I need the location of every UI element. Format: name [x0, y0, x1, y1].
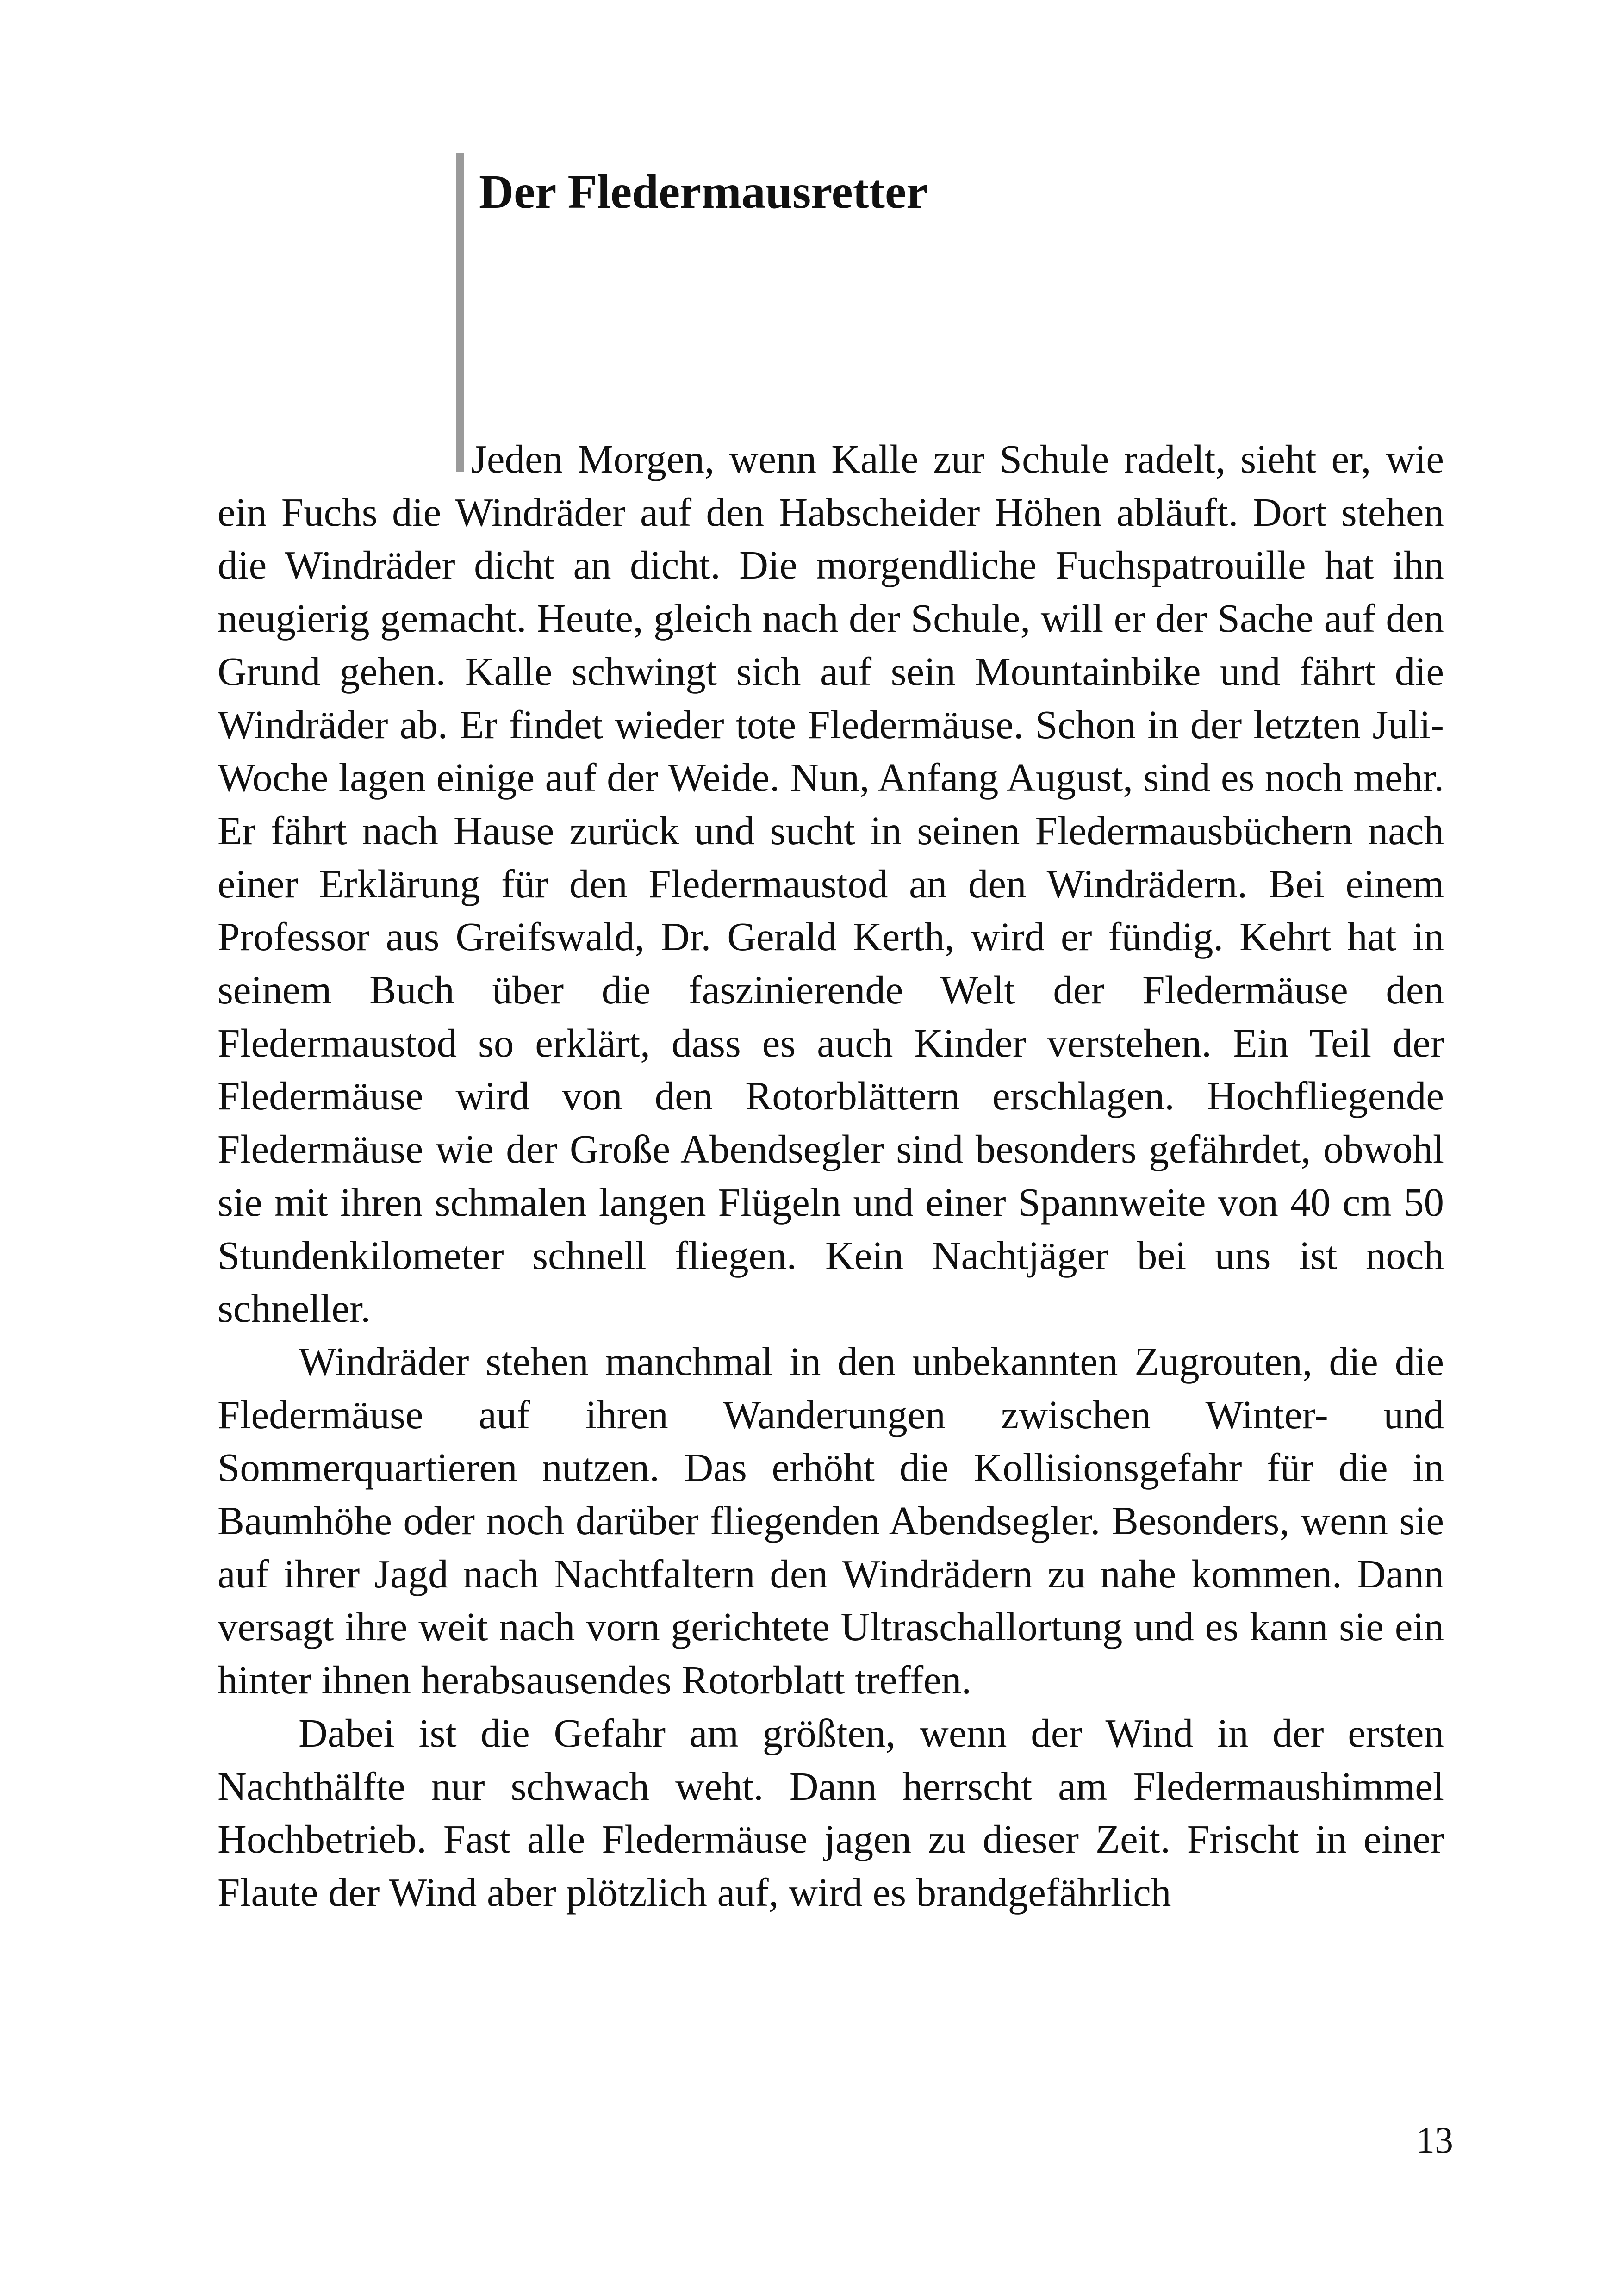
chapter-body — [218, 433, 1444, 1919]
paragraph-3: Dabei ist die Gefahr am größten, wenn der Wind in der ersten Nachthälfte nur schwach weht. Dann herrscht am Fledermaushimmel Hochbetrieb. Fast alle Fledermäuse jagen zu dieser Zeit. Frischt in einer Flaute der Wind aber plötzlich auf, wird es brandgefährlich — [218, 1710, 1444, 1915]
chapter-title: Der Fledermausretter — [479, 165, 928, 218]
paragraph-2: Windräder stehen manchmal in den unbekannten Zugrouten, die die Fledermäuse auf ihren Wanderungen zwischen Winter- und Sommerquartieren nutzen. Das erhöht die Kollisionsgefahr für die in Baumhöhe oder noch darüber fliegenden Abendsegler. Besonders, wenn sie auf ihrer Jagd nach Nachtfaltern den Windrädern zu nahe kommen. Dann versagt ihre weit nach vorn gerichtete Ultraschallortung und es kann sie ein hinter ihnen herabsausendes Rotorblatt treffen. — [218, 1338, 1444, 1703]
chapter-vertical-rule — [456, 153, 464, 472]
page-number: 13 — [1416, 2120, 1453, 2161]
paragraph-1: Jeden Morgen, wenn Kalle zur Schule radelt, sieht er, wie ein Fuchs die Windräder auf den Habscheider Höhen abläuft. Dort stehen die Windräder dicht an dicht. Die morgendliche Fuchspatrouille hat ihn neugierig gemacht. Heute, gleich nach der Schule, will er der Sache auf den Grund gehen. Kalle schwingt sich auf sein Mountainbike und fährt die Windräder ab. Er findet wieder tote Fledermäuse. Schon in der letzten Juli-Woche lagen einige auf der Weide. Nun, Anfang August, sind es noch mehr. Er fährt nach Hause zurück und sucht in seinen Fledermausbüchern nach einer Erklärung für den Fledermaustod an den Windrädern. Bei einem Professor aus Greifswald, Dr. Gerald Kerth, wird er fündig. Kehrt hat in seinem Buch über die faszinierende Welt der Fledermäuse den Fledermaustod so erklärt, dass es auch Kinder verstehen. Ein Teil der Fledermäuse wird von den Rotorblättern erschlagen. Hochfliegende Fledermäuse wie der Große Abendsegler sind besonders gefährdet, obwohl sie mit ihren schmalen langen Flügeln und einer Spannweite von 40 cm 50 Stundenkilometer schnell fliegen. Kein Nachtjäger bei uns ist noch schneller. — [218, 436, 1444, 1331]
